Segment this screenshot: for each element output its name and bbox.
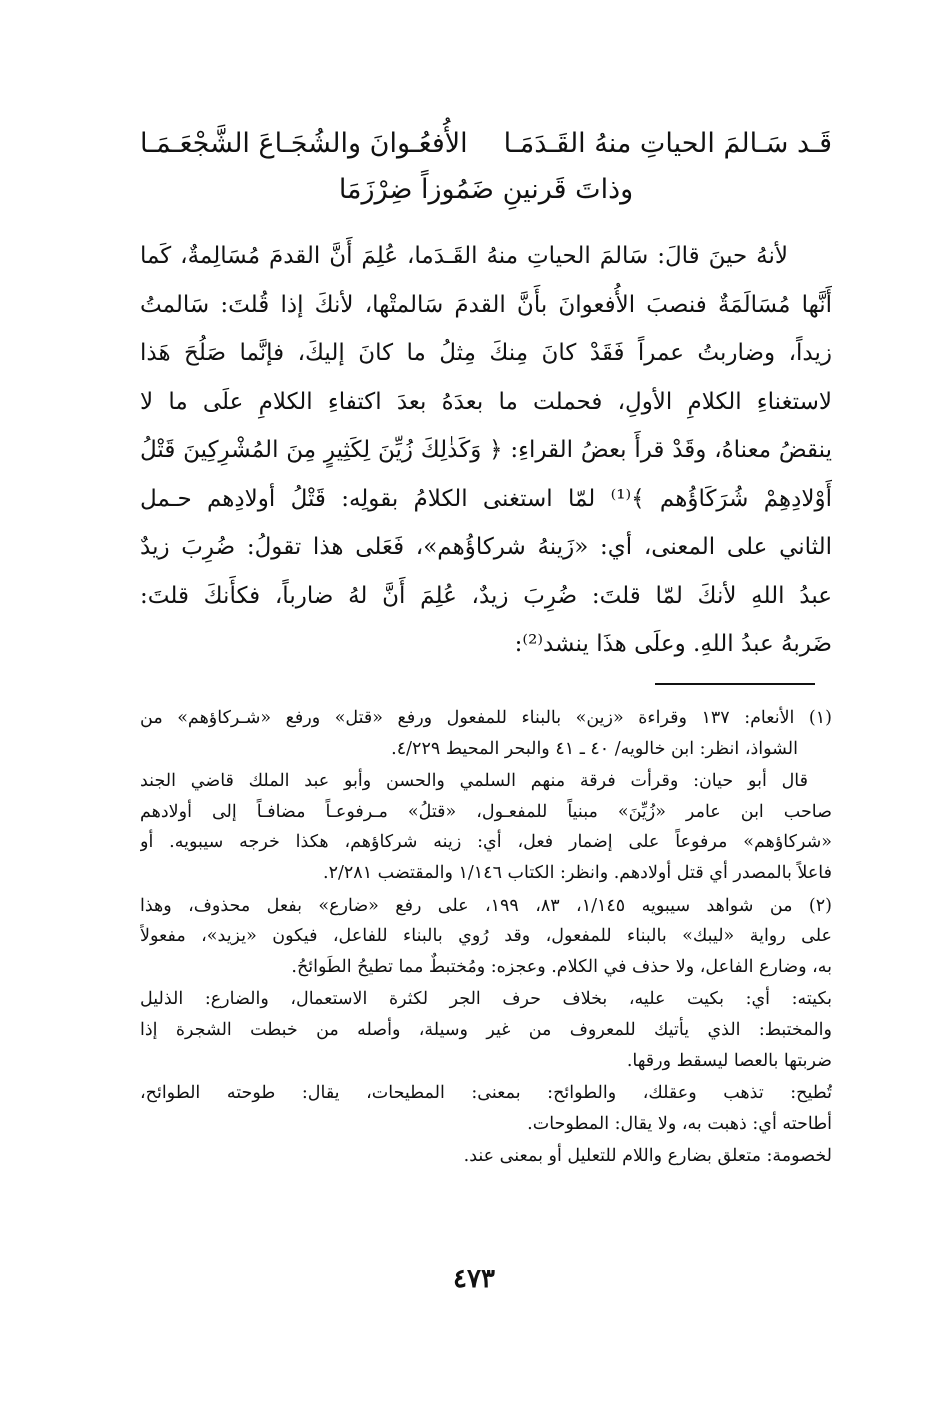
footnote-line: «شركاؤهم» مرفوعاً على إضمار فعل، أي: زينه شركاؤهم، هكذا خرجه سيبويه. أو [140, 832, 832, 853]
footnote-separator [655, 683, 815, 685]
body-line: عبدُ اللهِ لأنكَ لمّا قلتَ: ضُرِبَ زيدٌ، عُلِمَ أَنَّ لهُ ضارباً، فكأَنكَ قلتَ: [140, 582, 832, 609]
footnote-1-continuation [140, 766, 832, 888]
footnote-line: والمختبط: الذي يأتيك للمعروف من غير وسيلة، وأصله من خبطت الشجرة إذا [140, 1019, 832, 1040]
body-line: زيداً، وضاربتُ عمراً فَقَدْ كانَ مِنكَ مِثلُ ما كانَ إليكَ، فإنَّما صَلُحَ هَذا [140, 340, 832, 366]
page-number: ٤٧٣ [453, 1264, 495, 1294]
verse-hemistich-left: الأُفعُـوانَ والشُجَـاعَ الشَّجْعَـمَـا [140, 128, 468, 159]
footnote-line: الشواذ، انظر: ابن خالويه/ ٤٠ ـ ٤١ والبحر المحيط ٤/٢٢٩. [391, 738, 798, 759]
footnote-line: (١) الأنعام: ١٣٧ وقراءة «زين» بالبناء للمفعول ورفع «قتل» ورفع «شـركاؤهم» من [140, 708, 832, 728]
footnote-2-gloss-a [140, 984, 832, 1076]
footnote-line: به، وضارع الفاعل، ولا حذف في الكلام. وعجزه: ومُختبطٌ مما تطيحُ الطَوائحُ. [291, 956, 832, 977]
footnote-line: لخصومة: متعلق بضارع واللام للتعليل أو بمعنى عند. [463, 1146, 832, 1167]
verse-line-1 [140, 122, 832, 166]
body-line: أَنَّها مُسَالَمَةٌ فنصبَ الأُفعوانَ بأَنَّ القدمَ سَالمتْها، لأنكَ إذا قُلتَ: سَالمتُ [140, 291, 832, 318]
body-line: الثاني على المعنى، أي: «زَينهُ شركاؤُهم»، فَعَلى هذا تقولُ: ضُرِبَ زيدٌ [140, 534, 832, 560]
footnotes [140, 703, 832, 1172]
verse-hemistich-right: قَـد سَـالمَ الحياتِ منهُ القَـدَمَـا [503, 128, 832, 159]
body-line: ينقضُ معناهُ، وقَدْ قرأَ بعضُ القراءِ: ﴿ وَكَذٰلِكَ زُيِّنَ لِكَثِيرٍ مِنَ المُشْرِكِينَ قَتْلُ [140, 437, 832, 463]
footnote-2-gloss-b [140, 1078, 832, 1139]
body-line: لاستغناءِ الكلامِ الأولِ، فحملت ما بعدَهُ بعدَ اكتفاءِ الكلامِ علَى ما لا [140, 388, 832, 415]
footnote-2 [140, 891, 832, 983]
body-paragraph [140, 232, 832, 669]
footnote-line: أطاحته أي: ذهبت به، ولا يقال: المطوحات. [527, 1113, 832, 1134]
footnote-2-gloss-c [140, 1141, 832, 1172]
body-line: ضَربهُ عبدُ اللهِ. وعلَى هذَا ينشد⁽²⁾: [514, 631, 832, 657]
body-line: أَوْلادِهِمْ شُرَكَاؤُهم ﴾⁽¹⁾ لمّا استغنى الكلامُ بقولِه: قَتْلُ أولادِهم حـمل [140, 485, 832, 512]
footnote-line: فاعلاً بالمصدر أي قتل أولادهم. وانظر: الكتاب ١/١٤٦ والمقتضب ٢/٢٨١. [323, 862, 832, 883]
verse-line-2: وذاتَ قَرنينِ ضَمُوزاً ضِرْزَمَا [338, 174, 634, 205]
footnote-line: على رواية «ليبك» بالبناء للمفعول، وقد رُوي بالبناء للفاعل، فيكون «يزيد»، مفعولاً [140, 926, 832, 947]
footnote-line: (٢) من شواهد سيبويه ١/١٤٥، ٨٣، ١٩٩، على رفع «ضارع» بفعل محذوف، وهذا [140, 895, 832, 916]
verse-block [140, 122, 832, 212]
footnote-1 [140, 703, 832, 764]
body-line: لأنهُ حينَ قالَ: سَالمَ الحياتِ منهُ القَـدَما، عُلِمَ أَنَّ القدمَ مُسَالِمةٌ، كَما [140, 243, 788, 269]
footnote-line: بكيته: أي: بكيت عليه، بخلاف حرف الجر لكثرة الاستعمال، والضارع: الذليل [140, 989, 832, 1010]
footnote-line: قال أبو حيان: وقرأت فرقة منهم السلمي والحسن وأبو عبد الملك قاضي الجند [140, 771, 808, 792]
footnote-line: ضربتها بالعصا ليسقط ورقها. [626, 1050, 832, 1071]
footnote-line: تُطيح: تذهب وعقلك، والطوائح: بمعنى: المطيحات، يقال: طوحته الطوائح، [140, 1083, 832, 1104]
footnote-line: صاحب ابن عامر «زُيِّنَ» مبنياً للمفعـول، «قتلُ» مـرفوعـاً مضافـاً إلى أولادهم [140, 801, 832, 822]
